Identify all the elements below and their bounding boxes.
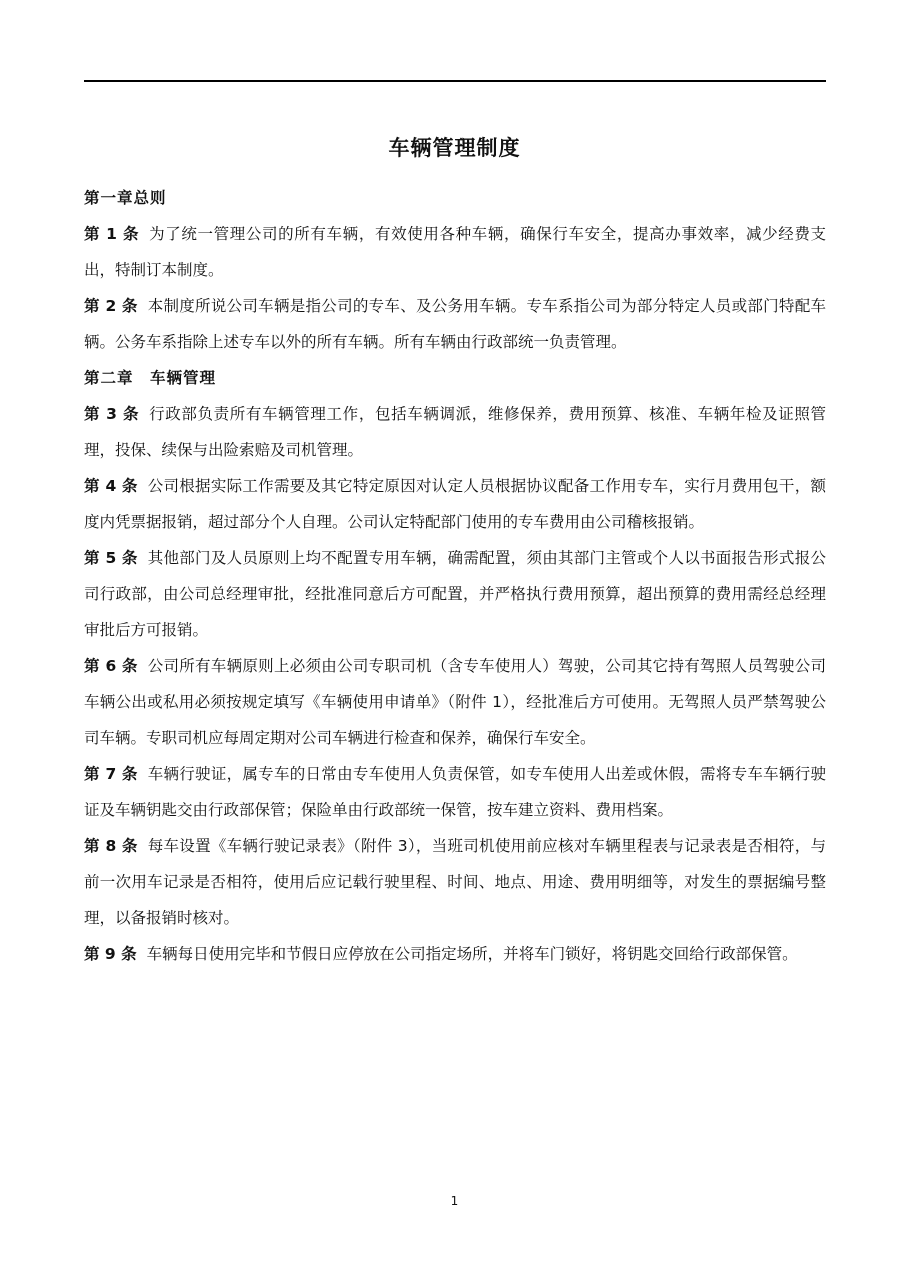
article xyxy=(84,216,826,288)
header-rule xyxy=(84,80,826,82)
article xyxy=(84,288,826,360)
article-label: 第 1 条 xyxy=(84,225,140,243)
article xyxy=(84,396,826,468)
chapter-heading: 第一章总则 xyxy=(84,189,167,207)
chapter-heading: 第二章 车辆管理 xyxy=(84,369,217,387)
article-label: 第 3 条 xyxy=(84,405,140,423)
article xyxy=(84,828,826,936)
article-text: 每车设置《车辆行驶记录表》（附件 3），当班司机使用前应核对车辆里程表与记录表是否相符，与前一次用车记录是否相符，使用后应记载行驶里程、时间、地点、用途、费用明细等，对发生的票据编号整理，以备报销时核对。 xyxy=(84,837,827,927)
article-text: 其他部门及人员原则上均不配置专用车辆，确需配置，须由其部门主管或个人以书面报告形式报公司行政部，由公司总经理审批，经批准同意后方可配置，并严格执行费用预算，超出预算的费用需经总经理审批后方可报销。 xyxy=(84,549,826,639)
article xyxy=(84,468,826,540)
article-text: 车辆行驶证，属专车的日常由专车使用人负责保管，如专车使用人出差或休假，需将专车车辆行驶证及车辆钥匙交由行政部保管；保险单由行政部统一保管，按车建立资料、费用档案。 xyxy=(84,765,826,819)
article xyxy=(84,648,826,756)
article xyxy=(84,756,826,828)
article-label: 第 9 条 xyxy=(84,945,137,963)
article xyxy=(84,936,826,972)
article xyxy=(84,540,826,648)
article-label: 第 4 条 xyxy=(84,477,138,495)
article-text: 行政部负责所有车辆管理工作，包括车辆调派，维修保养，费用预算、核准、车辆年检及证照管理，投保、续保与出险索赔及司机管理。 xyxy=(84,405,826,459)
article-text: 公司根据实际工作需要及其它特定原因对认定人员根据协议配备工作用专车，实行月费用包干，额度内凭票据报销，超过部分个人自理。公司认定特配部门使用的专车费用由公司稽核报销。 xyxy=(84,477,826,531)
article-text: 本制度所说公司车辆是指公司的专车、及公务用车辆。专车系指公司为部分特定人员或部门特配车辆。公务车系指除上述专车以外的所有车辆。所有车辆由行政部统一负责管理。 xyxy=(84,297,826,351)
article-label: 第 7 条 xyxy=(84,765,138,783)
article-text: 车辆每日使用完毕和节假日应停放在公司指定场所，并将车门锁好，将钥匙交回给行政部保管。 xyxy=(146,945,798,963)
article-label: 第 2 条 xyxy=(84,297,138,315)
article-label: 第 5 条 xyxy=(84,549,138,567)
page-number: 1 xyxy=(450,1194,459,1208)
article-label: 第 8 条 xyxy=(84,837,138,855)
document-body xyxy=(84,180,826,972)
document-title: 车辆管理制度 xyxy=(388,136,521,160)
article-label: 第 6 条 xyxy=(84,657,138,675)
article-text: 为了统一管理公司的所有车辆，有效使用各种车辆，确保行车安全，提高办事效率，减少经费支出，特制订本制度。 xyxy=(84,225,826,279)
article-text: 公司所有车辆原则上必须由公司专职司机（含专车使用人）驾驶，公司其它持有驾照人员驾驶公司车辆公出或私用必须按规定填写《车辆使用申请单》（附件 1），经批准后方可使用。无驾照人员严禁驾驶公司车辆。专职司机应每周定期对公司车辆进行检查和保养，确保行车安全。 xyxy=(84,657,826,747)
